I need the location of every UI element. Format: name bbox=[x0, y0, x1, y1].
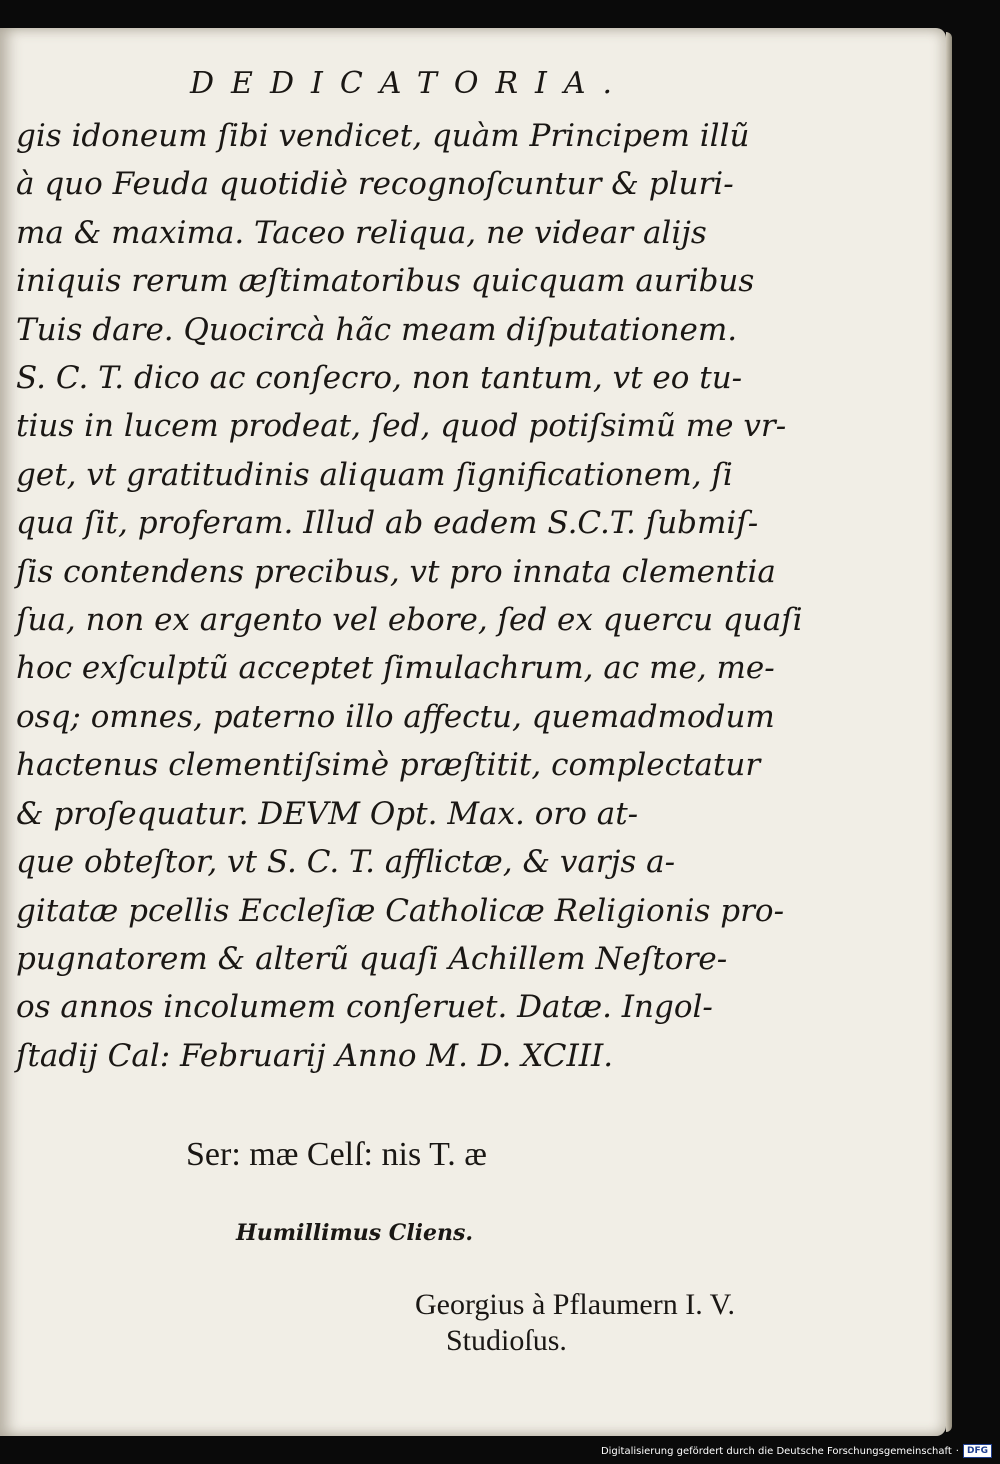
funding-footer bbox=[601, 1444, 992, 1458]
body-line: hoc exſculptũ acceptet ſimulachrum, ac me, me- bbox=[16, 650, 775, 687]
running-head: DEDICATORIA. bbox=[190, 66, 630, 101]
body-line: Tuis dare. Quocircà hãc meam diſputationem. bbox=[16, 311, 738, 348]
body-line: qua ſit, proferam. Illud ab eadem S.C.T. ſubmiſ- bbox=[16, 505, 759, 542]
body-line: hactenus clementiſsimè præſtitit, complectatur bbox=[16, 747, 761, 784]
body-line: osq; omnes, paterno illo affectu, quemadmodum bbox=[16, 698, 775, 735]
footer-separator: · bbox=[955, 1445, 959, 1457]
signoff-title: Ser: mæ Celſ: nis T. æ bbox=[186, 1136, 487, 1173]
book-page bbox=[0, 28, 946, 1436]
body-line: que obteſtor, vt S. C. T. afflictæ, & varјs a- bbox=[16, 844, 676, 881]
body-line: à quo Feuda quotidiè recognoſcuntur & pluri- bbox=[16, 166, 734, 203]
dedication-body bbox=[16, 112, 803, 1080]
body-line: S. C. T. dico ac conſecro, non tantum, vt eo tu- bbox=[16, 360, 743, 397]
body-line: tius in lucem prodeat, ſed, quod potiſsimũ me vr- bbox=[16, 408, 787, 445]
author-name: Georgius à Pflaumern I. V. bbox=[415, 1288, 735, 1321]
body-line: get, vt gratitudinis aliquam ſignificationem, ſi bbox=[16, 456, 733, 493]
body-line: pugnatorem & alterũ quaſi Achillem Neſtore- bbox=[16, 940, 728, 977]
body-line: iniquis rerum æſtimatoribus quicquam auribus bbox=[16, 263, 755, 300]
footer-text: Digitalisierung gefördert durch die Deutsche Forschungsgemeinschaft bbox=[600, 1445, 952, 1457]
body-line: ſis contendens precibus, vt pro innata clementia bbox=[16, 553, 776, 590]
body-line: gitatæ pcellis Eccleſiæ Catholicæ Religionis pro- bbox=[16, 892, 785, 929]
author-role: Studioſus. bbox=[446, 1324, 567, 1357]
body-line: gis idoneum ſibi vendicet, quàm Principem illũ bbox=[16, 118, 750, 154]
page-edge bbox=[946, 32, 952, 1432]
dfg-logo-icon: DFG bbox=[963, 1444, 992, 1458]
body-line: ſtadij Cal: Februarij Anno M. D. XCIII. bbox=[16, 1037, 614, 1074]
closing-phrase: Humillimus Cliens. bbox=[236, 1220, 474, 1246]
body-line: ma & maxima. Taceo reliqua, ne videar aliјs bbox=[16, 214, 707, 251]
body-line: ſua, non ex argento vel ebore, ſed ex quercu quaſi bbox=[16, 602, 803, 639]
body-line: & proſequatur. DEVM Opt. Max. oro at- bbox=[16, 795, 639, 832]
body-line: os annos incolumem conſeruet. Datæ. Ingol- bbox=[16, 989, 713, 1026]
